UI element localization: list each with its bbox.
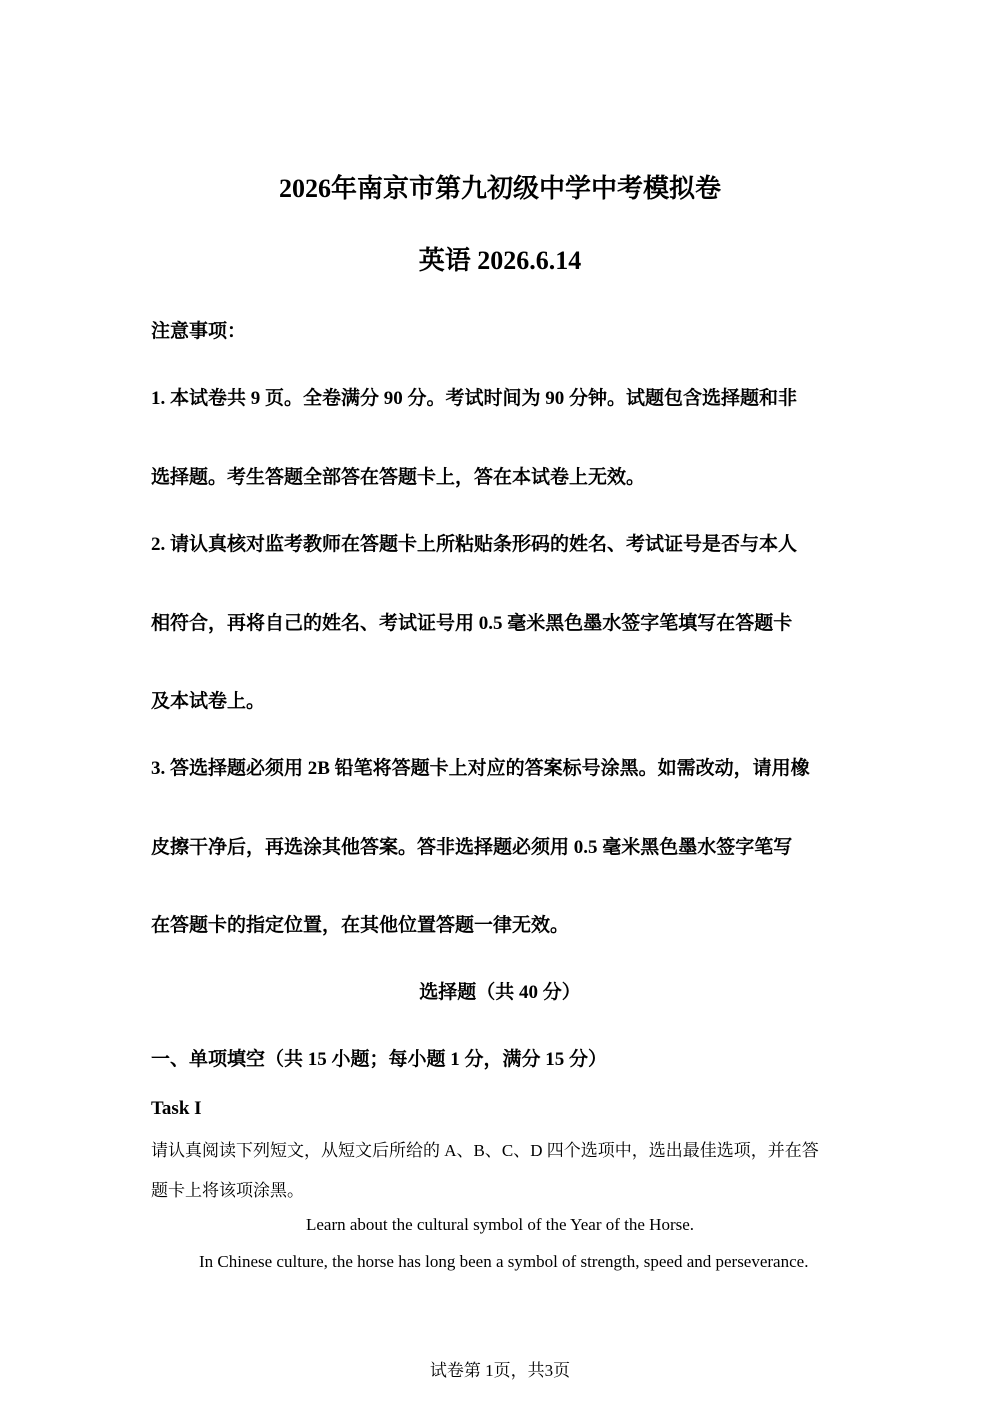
notice-line: 3. 答选择题必须用 2B 铅笔将答题卡上对应的答案标号涂黑。如需改动，请用橡 [151, 758, 810, 779]
notice-line: 选择题。考生答题全部答在答题卡上，答在本试卷上无效。 [151, 467, 646, 488]
passage-title: Learn about the cultural symbol of the Year of the Horse. [305, 1215, 695, 1234]
instruction-line: 请认真阅读下列短文，从短文后所给的 A、B、C、D 四个选项中，选出最佳选项，并在答 [151, 1141, 819, 1160]
notice-heading: 注意事项： [151, 321, 247, 342]
part-title: 一、单项填空（共 15 小题；每小题 1 分，满分 15 分） [151, 1049, 608, 1070]
notice-line: 及本试卷上。 [151, 691, 266, 712]
exam-title: 2026年南京市第九初级中学中考模拟卷 [278, 174, 721, 203]
page-footer: 试卷第 1页，共3页 [429, 1361, 571, 1380]
passage-first-line: In Chinese culture, the horse has long been a symbol of strength, speed and perseverance. [199, 1252, 809, 1271]
notice-line: 相符合，再将自己的姓名、考试证号用 0.5 毫米黑色墨水签字笔填写在答题卡 [151, 613, 793, 634]
instruction-line: 题卡上将该项涂黑。 [151, 1181, 304, 1200]
notice-line: 2. 请认真核对监考教师在答题卡上所粘贴条形码的姓名、考试证号是否与本人 [151, 534, 798, 555]
task-label: Task I [151, 1098, 202, 1119]
exam-subtitle: 英语 2026.6.14 [418, 246, 582, 275]
notice-line: 1. 本试卷共 9 页。全卷满分 90 分。考试时间为 90 分钟。试题包含选择题和非 [151, 388, 798, 409]
notice-line: 在答题卡的指定位置，在其他位置答题一律无效。 [151, 915, 570, 936]
notice-line: 皮擦干净后，再选涂其他答案。答非选择题必须用 0.5 毫米黑色墨水签字笔写 [151, 837, 793, 858]
section-title: 选择题（共 40 分） [419, 982, 581, 1003]
